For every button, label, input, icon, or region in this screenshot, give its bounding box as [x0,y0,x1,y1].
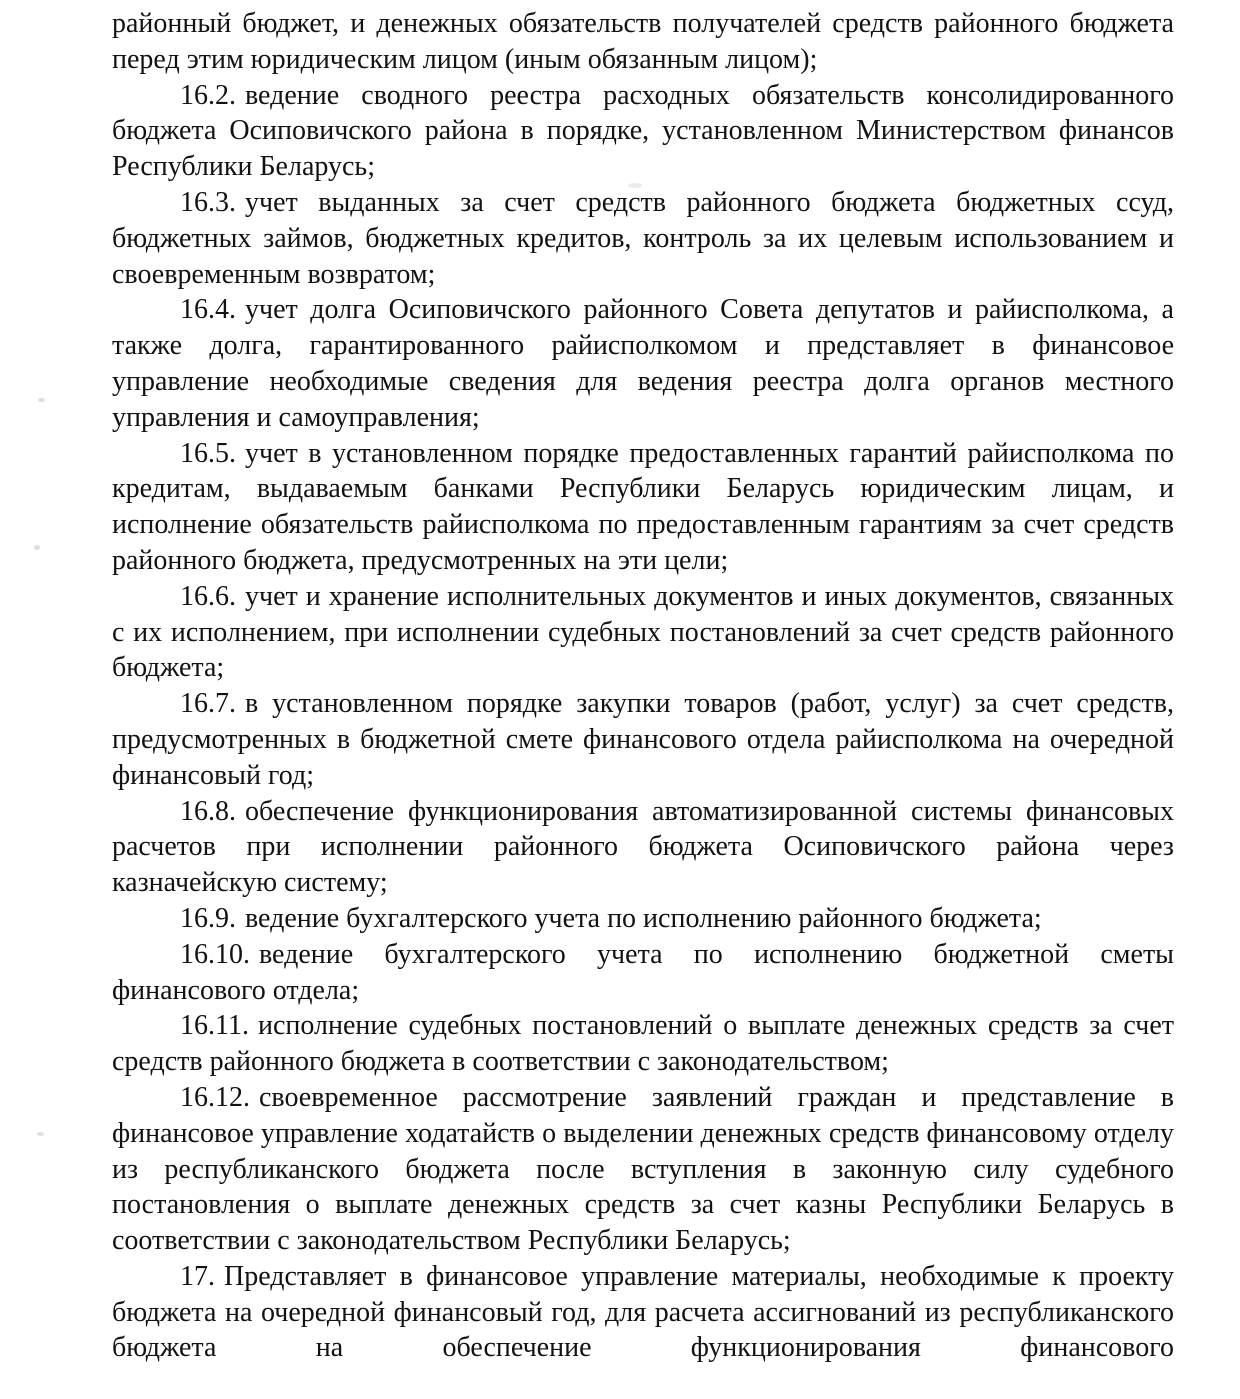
clause-number: 16.4. [180,294,236,326]
clause-text: учет долга Осиповичского районного Совета депутатов и райисполкома, а также долга, гарантированного райисполкомом и представляет в финансовое управление необходимые сведения для ведения реестра долга органов местного управления и самоуправления; [112,294,1174,433]
clause-paragraph-16-11 [112,1008,1174,1080]
clause-paragraph-16-12 [112,1080,1174,1259]
clause-text: ведение бухгалтерского учета по исполнению бюджетной сметы финансового отдела; [112,938,1174,1006]
clause-number: 16.10. [180,938,250,970]
scan-noise [628,183,642,188]
clause-number: 16.11. [180,1010,249,1042]
scan-noise [37,1132,44,1136]
clause-number: 16.3. [180,186,236,218]
clause-paragraph-16-7 [112,686,1174,793]
clause-text: ведение сводного реестра расходных обязательств консолидированного бюджета Осиповичского района в порядке, установленном Министерством финансов Республики Беларусь; [112,79,1174,183]
clause-number: 16.6. [180,580,236,612]
clause-paragraph-17 [112,1259,1174,1366]
clause-number: 16.7. [180,688,236,720]
clause-number: 16.12. [180,1081,250,1113]
clause-paragraph-continuation [112,6,1174,78]
clause-text: ведение бухгалтерского учета по исполнению районного бюджета; [245,902,1042,934]
clause-number: 16.8. [180,795,236,827]
scan-noise [34,545,40,550]
clause-text: Представляет в финансовое управление материалы, необходимые к проекту бюджета на очередной финансовый год, для расчета ассигнований из республиканского бюджета на обеспечение функционирования финансового [112,1260,1174,1364]
clause-paragraph-16-10 [112,937,1174,1009]
clause-paragraph-16-9 [112,901,1174,937]
clause-paragraph-16-3 [112,185,1174,292]
clause-number: 16.2. [180,79,236,111]
clause-paragraph-16-8 [112,794,1174,901]
clause-text: учет и хранение исполнительных документов и иных документов, связанных с их исполнением, при исполнении судебных постановлений за счет средств районного бюджета; [112,580,1174,684]
scan-noise [38,398,45,402]
clause-number: 16.9. [180,902,236,934]
clause-paragraph-16-5 [112,436,1174,579]
clause-text: своевременное рассмотрение заявлений граждан и представление в финансовое управление ходатайств о выделении денежных средств финансовому отделу из республиканского бюджета после вступления в законную силу судебного постановления о выплате денежных средств за счет казны Республики Беларусь в соответствии с законодательством Республики Беларусь; [112,1081,1174,1257]
clause-number: 16.5. [180,437,236,469]
clause-number: 17. [180,1260,215,1292]
document-page [112,6,1174,1366]
clause-text: учет в установленном порядке предоставленных гарантий райисполкома по кредитам, выдаваемым банками Республики Беларусь юридическим лицам, и исполнение обязательств райисполкома по предоставленным гарантиям за счет средств районного бюджета, предусмотренных на эти цели; [112,437,1174,576]
clause-text: исполнение судебных постановлений о выплате денежных средств за счет средств районного бюджета в соответствии с законодательством; [112,1010,1174,1078]
clause-paragraph-16-4 [112,292,1174,435]
clause-paragraph-16-2 [112,78,1174,185]
clause-text: районный бюджет, и денежных обязательств получателей средств районного бюджета перед этим юридическим лицом (иным обязанным лицом); [112,8,1174,75]
clause-text: обеспечение функционирования автоматизированной системы финансовых расчетов при исполнении районного бюджета Осиповичского района через казначейскую систему; [112,795,1174,899]
clause-paragraph-16-6 [112,579,1174,686]
clause-text: в установленном порядке закупки товаров (работ, услуг) за счет средств, предусмотренных в бюджетной смете финансового отдела райисполкома на очередной финансовый год; [112,688,1174,791]
clause-text: учет выданных за счет средств районного бюджета бюджетных ссуд, бюджетных займов, бюджетных кредитов, контроль за их целевым использованием и своевременным возвратом; [112,186,1174,290]
